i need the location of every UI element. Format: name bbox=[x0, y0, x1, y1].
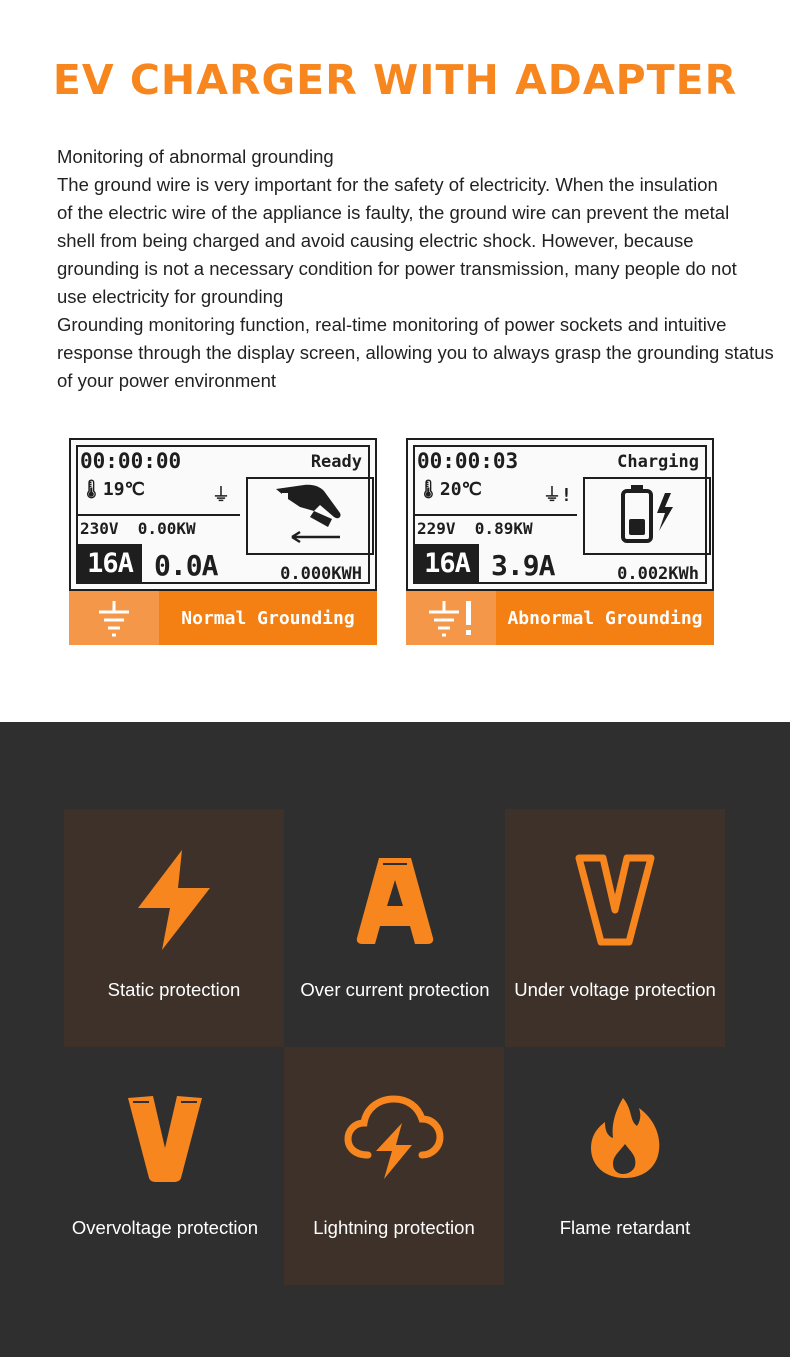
lightning-bolt-icon bbox=[64, 845, 284, 955]
plug-icon bbox=[246, 477, 374, 555]
feature-label: Static protection bbox=[107, 979, 241, 1000]
lcd-display-normal bbox=[69, 438, 377, 645]
description-line: Grounding monitoring function, real-time monitoring of power sockets and intuitive bbox=[57, 314, 727, 335]
lcd-temperature: 🌡19℃ bbox=[80, 479, 145, 500]
thermometer-icon: 🌡 bbox=[417, 479, 440, 500]
thermometer-icon: 🌡 bbox=[80, 479, 103, 500]
lcd-ground-indicator: ⏚ bbox=[212, 485, 230, 506]
lcd-voltage: 230V bbox=[80, 519, 119, 538]
grounding-status-label: Abnormal Grounding bbox=[496, 591, 714, 645]
battery-charging-icon bbox=[583, 477, 711, 555]
lcd-status: Ready bbox=[310, 452, 362, 472]
ground-icon bbox=[69, 591, 159, 645]
lcd-ground-indicator: ⏚! bbox=[543, 485, 572, 506]
description-line: grounding is not a necessary condition for power transmission, many people do not bbox=[57, 258, 737, 279]
feature-under-voltage-protection bbox=[505, 809, 725, 1047]
flame-icon bbox=[515, 1083, 735, 1193]
lcd-timer: 00:00:00 bbox=[80, 449, 182, 473]
lcd-display-abnormal bbox=[406, 438, 714, 645]
feature-lightning-protection bbox=[284, 1047, 504, 1285]
voltage-outline-icon bbox=[505, 845, 725, 955]
lcd-screen bbox=[406, 438, 714, 591]
page-title: EV CHARGER WITH ADAPTER bbox=[52, 56, 738, 104]
feature-flame-retardant bbox=[515, 1047, 735, 1285]
lcd-temperature: 🌡20℃ bbox=[417, 479, 482, 500]
feature-label: Over current protection bbox=[300, 979, 490, 1000]
lcd-voltage: 229V bbox=[417, 519, 456, 538]
description-line: response through the display screen, allowing you to always grasp the grounding status bbox=[57, 342, 774, 363]
lcd-power: 0.89KW bbox=[474, 519, 533, 538]
lcd-status: Charging bbox=[617, 452, 699, 472]
description-line: of the electric wire of the appliance is faulty, the ground wire can prevent the metal bbox=[57, 202, 730, 223]
feature-overvoltage-protection bbox=[55, 1047, 275, 1285]
description-line: of your power environment bbox=[57, 370, 277, 391]
description-line: Monitoring of abnormal grounding bbox=[57, 146, 334, 167]
feature-label: Flame retardant bbox=[559, 1217, 691, 1238]
description-line: The ground wire is very important for the safety of electricity. When the insulation bbox=[57, 174, 718, 195]
lcd-divider bbox=[78, 514, 240, 516]
feature-label: Under voltage protection bbox=[514, 979, 716, 1000]
cloud-lightning-icon bbox=[284, 1083, 504, 1193]
features-section bbox=[0, 722, 790, 1357]
description bbox=[57, 143, 774, 395]
lcd-energy: 0.002KWh bbox=[617, 564, 699, 584]
lcd-divider bbox=[415, 514, 577, 516]
grounding-status-bar bbox=[69, 591, 377, 645]
lcd-energy: 0.000KWH bbox=[280, 564, 362, 584]
lcd-power: 0.00KW bbox=[137, 519, 196, 538]
lcd-current: 3.9A bbox=[491, 549, 555, 582]
feature-label: Overvoltage protection bbox=[71, 1217, 259, 1238]
lcd-current: 0.0A bbox=[154, 549, 218, 582]
description-line: use electricity for grounding bbox=[57, 286, 284, 307]
voltage-icon bbox=[55, 1083, 275, 1193]
lcd-voltage-power bbox=[417, 519, 533, 538]
ampere-icon bbox=[285, 845, 505, 955]
lcd-rated-current: 16A bbox=[415, 544, 479, 584]
lcd-timer: 00:00:03 bbox=[417, 449, 519, 473]
grounding-status-bar bbox=[406, 591, 714, 645]
feature-over-current-protection bbox=[285, 809, 505, 1047]
description-line: shell from being charged and avoid causing electric shock. However, because bbox=[57, 230, 694, 251]
ground-warning-icon bbox=[406, 591, 496, 645]
lcd-screen bbox=[69, 438, 377, 591]
lcd-voltage-power bbox=[80, 519, 196, 538]
feature-label: Lightning protection bbox=[313, 1217, 475, 1238]
feature-static-protection bbox=[64, 809, 284, 1047]
lcd-rated-current: 16A bbox=[78, 544, 142, 584]
grounding-status-label: Normal Grounding bbox=[159, 591, 377, 645]
